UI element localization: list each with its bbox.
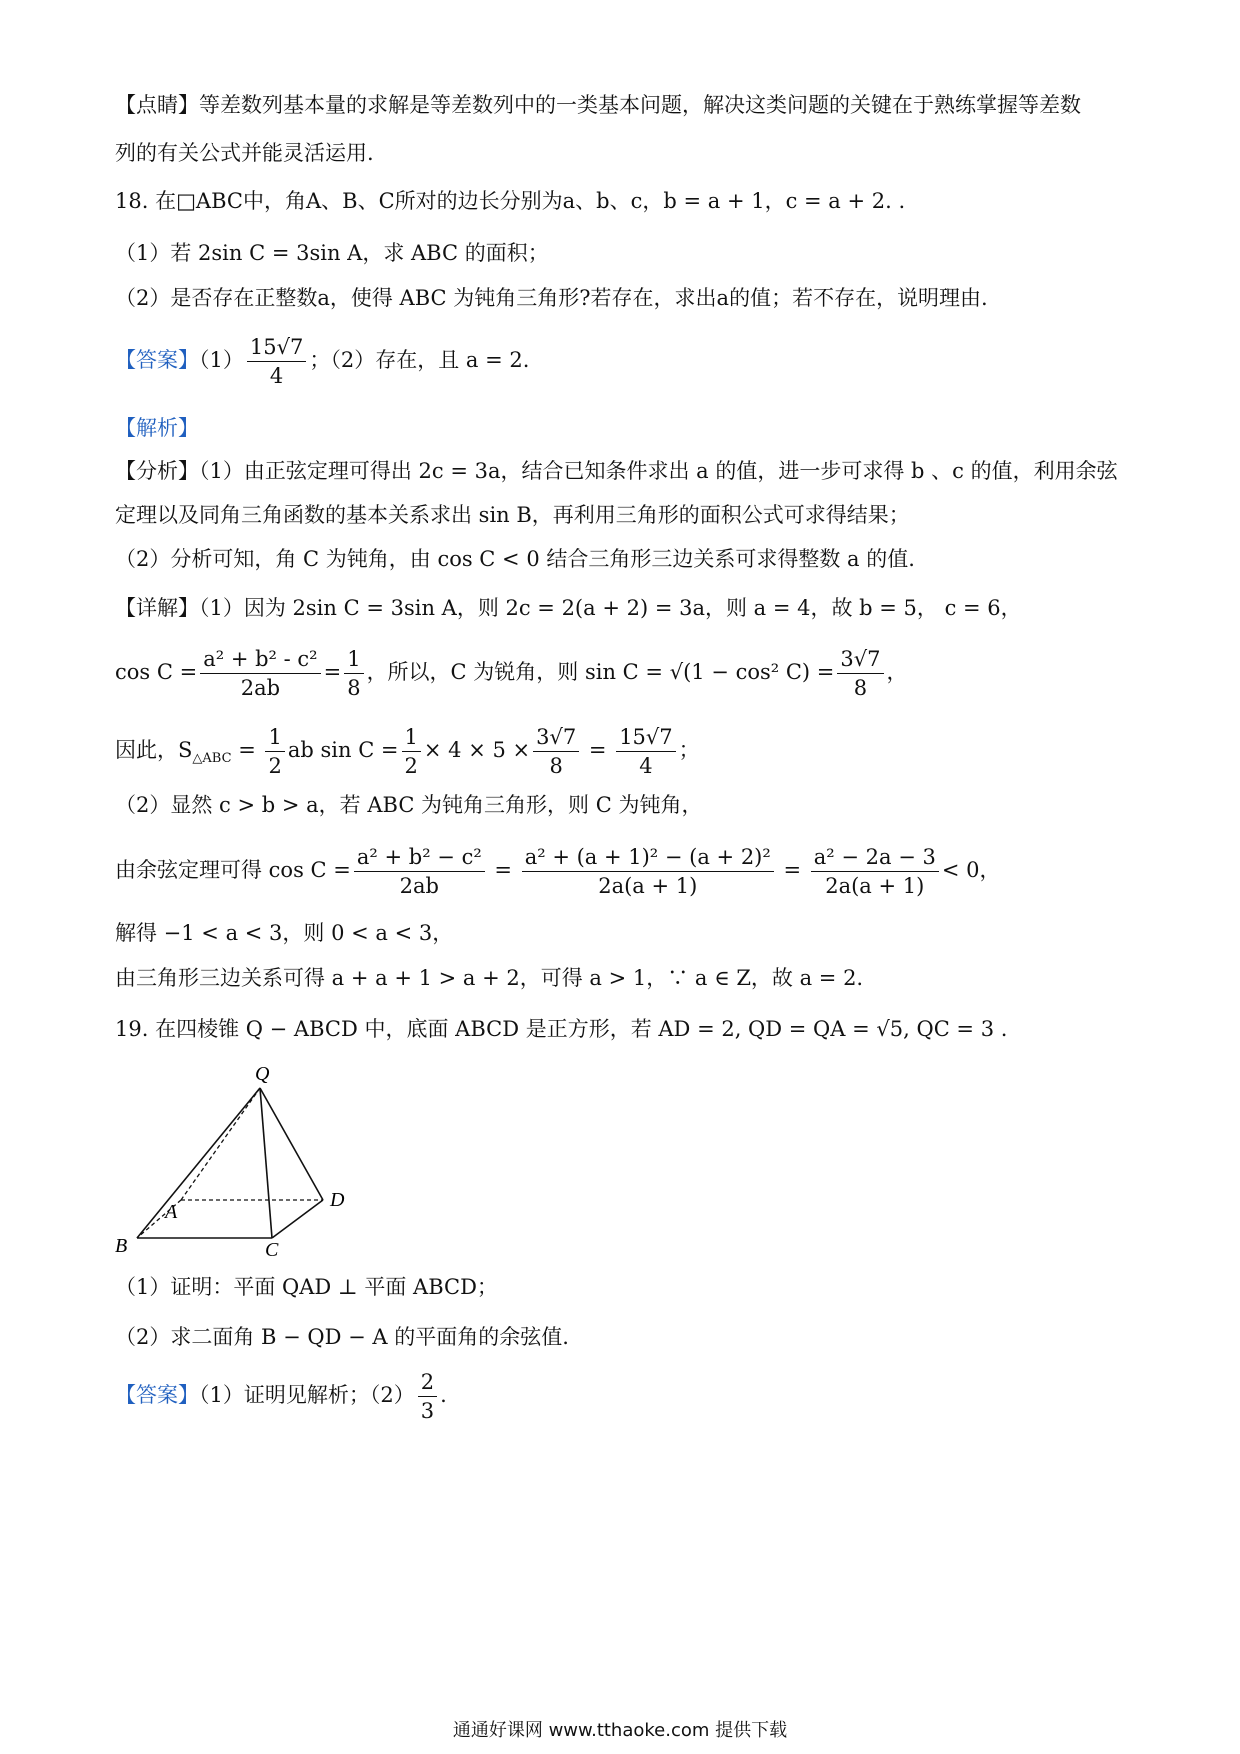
label-Q: Q: [255, 1063, 270, 1085]
q18-cos-den: 2ab: [240, 676, 281, 700]
q18-detail-tag: 【详解】: [115, 596, 199, 620]
q19-part1: （1）证明：平面 QAD ⊥ 平面 ABCD；: [115, 1275, 498, 1299]
q18-sin-den: 8: [853, 676, 868, 700]
q18-analysis-2: 定理以及同角三角函数的基本关系求出 sin B，再利用三角形的面积公式可求得结果；: [115, 503, 910, 527]
q18-area-result-fraction: [616, 723, 675, 780]
edge-QD: [260, 1088, 323, 1200]
footer-source: 通通好课网 www.tthaoke.com 提供下载: [452, 1720, 788, 1741]
q19-answer-num: 2: [418, 1368, 437, 1397]
q18-cos2-num-1: a² + b² − c²: [354, 843, 485, 872]
q18-cos2-label: 由余弦定理可得 cos C =: [115, 858, 351, 882]
q18-area-result-den: 4: [639, 754, 653, 778]
q18-sin-end: ，: [886, 660, 908, 684]
dianjing-line-1: [115, 90, 1081, 120]
q18-answer-num: 15√7: [247, 333, 306, 362]
q18-answer-den: 4: [269, 364, 284, 388]
q18-area-sin-num: 3√7: [533, 723, 579, 752]
label-D: D: [330, 1189, 345, 1211]
q19-answer-end: .: [440, 1383, 447, 1407]
q19-stem: 19. 在四棱锥 Q − ABCD 中，底面 ABCD 是正方形，若 AD = 2, QD = QA = √5, QC = 3 .: [115, 1017, 1008, 1041]
q18-area-end: ；: [678, 738, 700, 762]
q18-analysis-text-1: （1）由正弦定理可得出 2c = 3a，结合已知条件求出 a 的值，进一步可求得 b 、c 的值，利用余弦: [199, 459, 1118, 483]
q18-cos-val-num: 1: [344, 645, 363, 674]
q18-answer-rest: ；（2）存在，且 a = 2.: [309, 348, 530, 372]
dianjing-text-1: 等差数列基本量的求解是等差数列中的一类基本问题，解决这类问题的关键在于熟练掌握等差数: [199, 93, 1081, 117]
q18-answer-fraction: [247, 333, 306, 390]
q18-area-sin-den: 8: [549, 754, 563, 778]
q18-analysis-1: [115, 456, 1118, 486]
q18-sin-fraction: [837, 645, 883, 702]
q19-answer-text: （1）证明见解析；（2）: [199, 1383, 415, 1407]
edge-QB: [137, 1088, 260, 1238]
q18-part2-detail: （2）显然 c > b > a，若 ABC 为钝角三角形，则 C 为钝角，: [115, 793, 703, 817]
q19-part2: （2）求二面角 B − QD − A 的平面角的余弦值.: [115, 1325, 569, 1349]
pyramid-figure: [115, 1060, 355, 1260]
q18-area-sub: △ABC: [192, 751, 232, 766]
q18-sin-num: 3√7: [837, 645, 883, 674]
q18-stem: 18. 在□ABC中，角A、B、C所对的边长分别为a、b、c，b = a + 1，c = a + 2. .: [115, 189, 906, 213]
q18-area-half-1-den: 2: [268, 754, 282, 778]
q19-answer-den: 3: [420, 1399, 435, 1423]
q18-cos2-end: < 0，: [941, 858, 1001, 882]
q18-cos2-frac-2: [522, 843, 774, 900]
q18-cos2-den-2: 2a(a + 1): [598, 874, 698, 898]
q18-cos2-line: 由余弦定理可得 cos C = $\frac{\text{a² + b² − c²}}{2ab}$ = $\frac{\text{a² + (a + 1)² − (a + 2)²}}{2a(a + 1)}$ = $\frac{\text{a² − 2a − 3}}{2a(a + 1)}$ < 0，: [115, 845, 1001, 898]
q18-detail-text-1: （1）因为 2sin C = 3sin A，则 2c = 2(a + 2) = 3a，则 a = 4，故 b = 5， c = 6，: [199, 596, 1022, 620]
q18-cos-val-den: 8: [347, 676, 361, 700]
q19-answer-tag: 【答案】: [115, 1383, 199, 1407]
q18-solve-2: 由三角形三边关系可得 a + a + 1 > a + 2，可得 a > 1，∵ a ∈ Z，故 a = 2.: [115, 966, 864, 990]
q18-cos2-den-1: 2ab: [399, 874, 439, 898]
q18-cos2-frac-3: [811, 843, 939, 900]
q18-answer: [115, 330, 529, 390]
q18-area-eq: =: [231, 738, 263, 762]
q18-area-half-1-num: 1: [265, 723, 284, 752]
edge-QA: [181, 1088, 260, 1200]
q18-cos-fraction: [200, 645, 320, 702]
q18-area-sin-fraction: [533, 723, 579, 780]
q18-cos-eq: =: [323, 660, 342, 684]
q18-analysis-tag: 【分析】: [115, 459, 199, 483]
edge-CD: [272, 1200, 323, 1238]
label-C: C: [265, 1239, 279, 1260]
q18-answer-tag: 【答案】: [115, 348, 199, 372]
q18-area-line: 因此，$S_{\triangle ABC}$ = $\frac{1}{2}$ ab sin C = $\frac{1}{2}$ × 4 × 5 × $\frac{3√7}{8}$ = $\frac{15√7}{4}$ ；: [115, 725, 700, 778]
q18-cos-line: [115, 642, 908, 702]
q18-area-mid: ab sin C =: [287, 738, 399, 762]
q18-cos-text: ，所以，C 为锐角，则 sin C = √(1 − cos² C) =: [366, 660, 835, 684]
q18-cos-val-fraction: [344, 645, 363, 702]
q18-cos2-den-3: 2a(a + 1): [825, 874, 925, 898]
q19-answer-fraction: [418, 1368, 437, 1425]
q18-cos2-num-3: a² − 2a − 3: [811, 843, 939, 872]
label-A: A: [165, 1201, 178, 1223]
q18-jiexi-tag: 【解析】: [115, 416, 199, 440]
q18-analysis-3: （2）分析可知，角 C 为钝角，由 cos C < 0 结合三角形三边关系可求得整数 a 的值.: [115, 547, 915, 571]
q18-cos-num: a² + b² - c²: [200, 645, 320, 674]
q18-part2: （2）是否存在正整数a，使得 ABC 为钝角三角形?若存在，求出a的值；若不存在，说明理由.: [115, 286, 988, 310]
q18-part1: （1）若 2sin C = 3sin A，求 ABC 的面积；: [115, 241, 549, 265]
edge-QC: [260, 1088, 272, 1238]
q18-solve-1: 解得 −1 < a < 3，则 0 < a < 3，: [115, 921, 454, 945]
q18-answer-part1: （1）: [199, 348, 244, 372]
q18-detail-1: [115, 593, 1022, 623]
q18-cos2-frac-1: [354, 843, 485, 900]
q18-area-label: 因此，S: [115, 738, 193, 762]
q18-cos2-num-2: a² + (a + 1)² − (a + 2)²: [522, 843, 774, 872]
q18-area-half-1: [265, 723, 284, 780]
label-B: B: [115, 1235, 128, 1257]
q18-area-half-2-den: 2: [404, 754, 418, 778]
q18-area-half-2-num: 1: [402, 723, 421, 752]
q18-area-mid2: × 4 × 5 ×: [423, 738, 531, 762]
q18-area-half-2: [402, 723, 421, 780]
q18-cos-label: cos C =: [115, 660, 198, 684]
q19-answer: [115, 1365, 447, 1425]
dianjing-line-2: 列的有关公式并能灵活运用.: [115, 141, 374, 165]
dianjing-tag: 【点睛】: [115, 93, 199, 117]
q18-area-result-num: 15√7: [616, 723, 675, 752]
